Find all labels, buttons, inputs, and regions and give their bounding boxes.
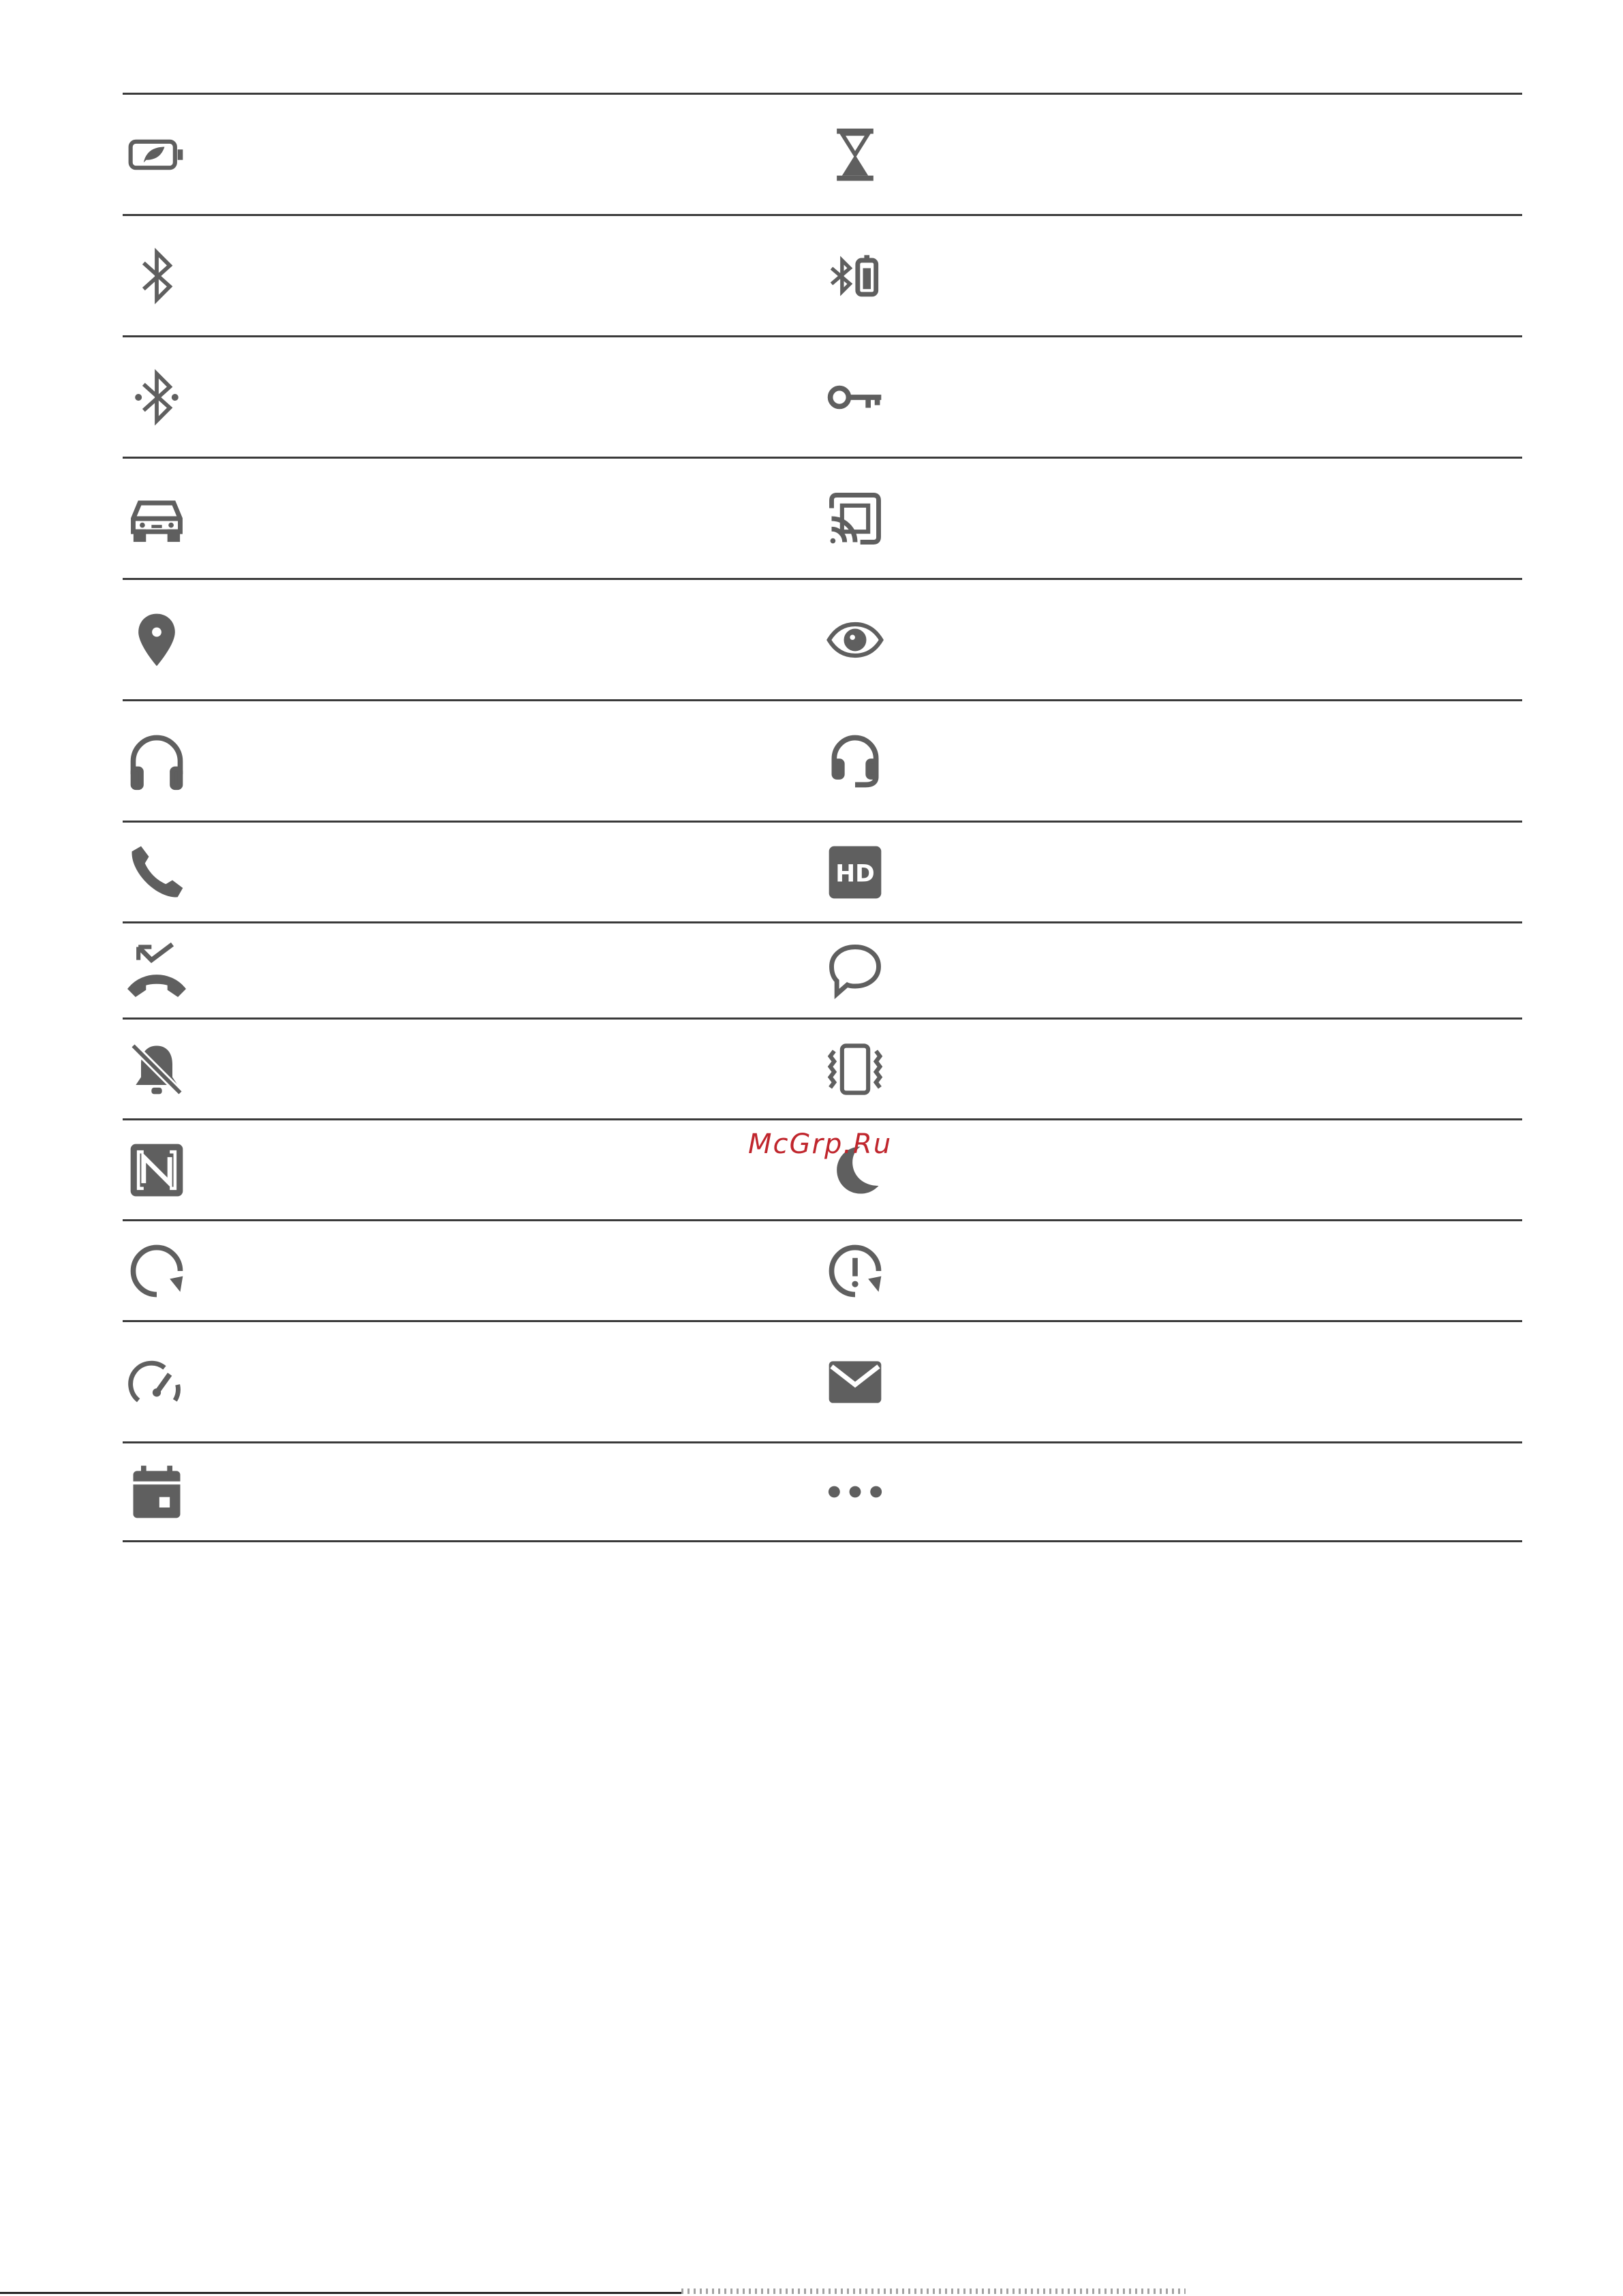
svg-text:HD: HD xyxy=(835,859,875,887)
headphones-icon xyxy=(123,727,191,795)
table-cell xyxy=(123,1120,818,1219)
table-cell xyxy=(821,1221,1522,1320)
table-row xyxy=(123,1017,1522,1118)
table-row xyxy=(123,1441,1522,1542)
table-row xyxy=(123,1320,1522,1441)
hd-icon xyxy=(821,838,889,906)
table-cell xyxy=(821,923,1522,1017)
calendar-icon xyxy=(123,1458,191,1526)
table-row xyxy=(123,457,1522,578)
table-cell xyxy=(821,701,1522,821)
mail-icon xyxy=(821,1348,889,1416)
table-cell xyxy=(821,1443,1522,1540)
sync-icon xyxy=(123,1237,191,1305)
table-row xyxy=(123,921,1522,1017)
car-icon xyxy=(123,485,191,553)
table-cell xyxy=(123,1221,818,1320)
performance-gauge-icon xyxy=(123,1348,191,1416)
table-cell xyxy=(821,337,1522,457)
table-cell xyxy=(123,580,818,699)
table-cell xyxy=(821,1120,1522,1219)
table-row xyxy=(123,214,1522,335)
table-cell xyxy=(821,580,1522,699)
message-bubble-icon xyxy=(821,936,889,1005)
location-pin-icon xyxy=(123,606,191,674)
table-cell xyxy=(123,1443,818,1540)
table-cell xyxy=(123,823,818,921)
table-row xyxy=(123,578,1522,699)
table-cell xyxy=(821,1020,1522,1118)
table-cell xyxy=(821,459,1522,578)
table-cell xyxy=(821,1322,1522,1441)
footer-divider xyxy=(0,2292,681,2294)
table-cell xyxy=(123,701,818,821)
table-row xyxy=(123,699,1522,821)
cast-icon xyxy=(821,485,889,553)
icon-table xyxy=(123,93,1522,1542)
phone-icon xyxy=(123,838,191,906)
table-cell xyxy=(123,1322,818,1441)
more-icon xyxy=(821,1458,889,1526)
table-row xyxy=(123,93,1522,214)
table-cell xyxy=(821,823,1522,921)
table-cell xyxy=(821,95,1522,214)
table-row xyxy=(123,821,1522,921)
headset-icon xyxy=(821,727,889,795)
table-cell xyxy=(123,459,818,578)
bluetooth-battery-icon xyxy=(821,242,889,310)
table-cell xyxy=(123,337,818,457)
table-cell xyxy=(123,95,818,214)
hourglass-icon xyxy=(821,121,889,189)
table-cell xyxy=(123,216,818,335)
table-cell xyxy=(123,1020,818,1118)
table-cell xyxy=(821,216,1522,335)
sync-error-icon xyxy=(821,1237,889,1305)
bluetooth-icon xyxy=(123,242,191,310)
battery-saver-icon xyxy=(123,121,191,189)
eye-icon xyxy=(821,606,889,674)
vibrate-icon xyxy=(821,1035,889,1103)
key-icon xyxy=(821,363,889,431)
table-row xyxy=(123,335,1522,457)
table-cell xyxy=(123,923,818,1017)
footer-artifact xyxy=(681,2289,1186,2294)
bell-off-icon xyxy=(123,1035,191,1103)
nfc-icon xyxy=(123,1136,191,1204)
bluetooth-connected-icon xyxy=(123,363,191,431)
table-row xyxy=(123,1219,1522,1320)
watermark: McGrp.Ru xyxy=(748,1129,893,1160)
missed-call-icon xyxy=(123,936,191,1005)
